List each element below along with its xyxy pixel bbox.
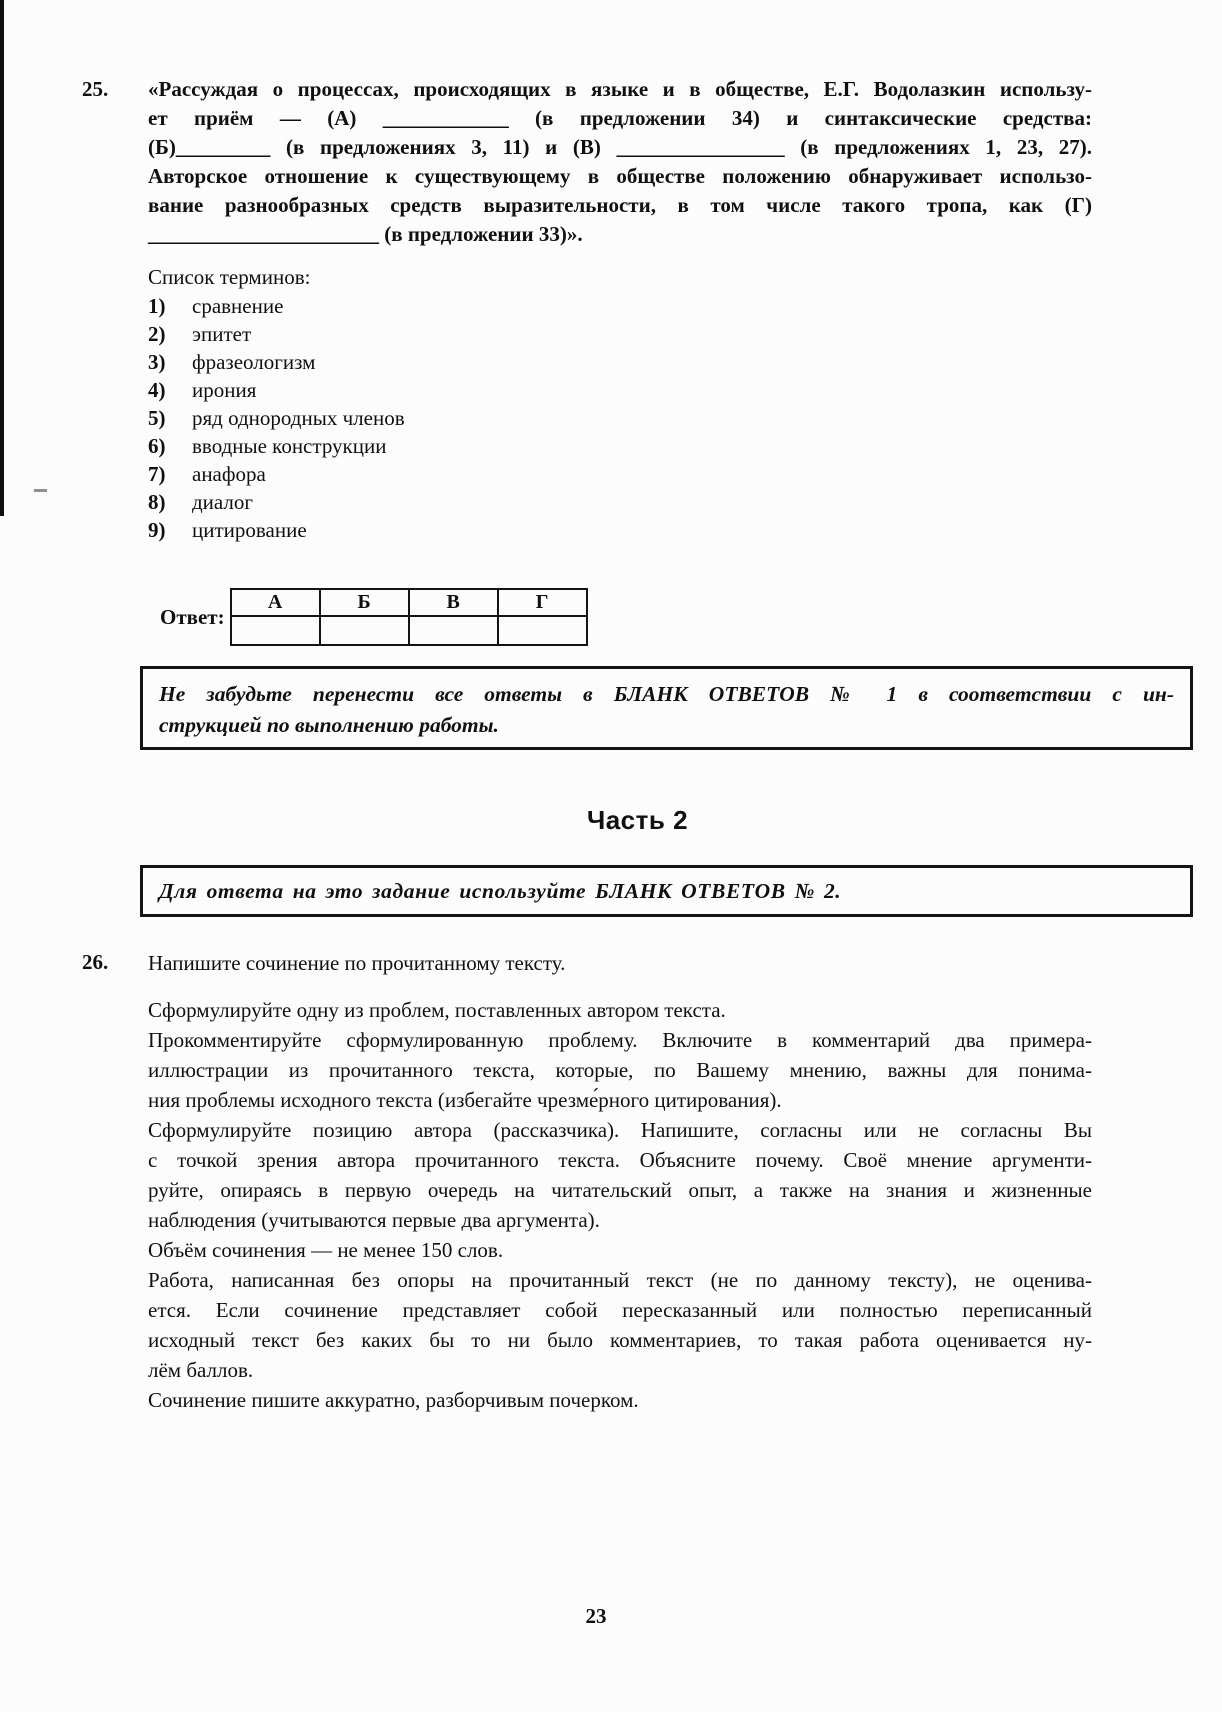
- statement-line: ______________________ (в предложении 33)».: [148, 222, 583, 246]
- term-item: [148, 404, 1092, 432]
- scan-edge-artifact: [0, 0, 4, 516]
- answer-table: [230, 588, 588, 646]
- body-line: лём баллов.: [148, 1358, 254, 1382]
- term-number: 4): [148, 378, 166, 402]
- term-item: [148, 320, 1092, 348]
- term-number: 8): [148, 490, 166, 514]
- part-2-heading: Часть 2: [586, 805, 689, 835]
- answer-section: [160, 588, 1092, 646]
- term-label: эпитет: [192, 322, 252, 346]
- body-line: Сформулируйте одну из проблем, поставленных автором текста.: [148, 998, 726, 1022]
- body-line: Сочинение пишите аккуратно, разборчивым почерком.: [148, 1388, 639, 1412]
- term-number: 2): [148, 322, 166, 346]
- instruction-box-blank1: [140, 666, 1193, 750]
- statement-line: (Б)_________ (в предложениях 3, 11) и (В) ________________ (в предложениях 1, 23, 27).: [148, 135, 1092, 159]
- terms-list-title: Список терминов:: [148, 265, 311, 289]
- answer-label: Ответ:: [160, 604, 225, 629]
- statement-line: ет приём — (А) ____________ (в предложении 34) и синтаксические средства:: [148, 106, 1092, 130]
- term-number: 9): [148, 518, 166, 542]
- terms-list: [148, 292, 1092, 544]
- body-line: исходный текст без каких бы то ни было комментариев, то такая работа оценивается ну-: [148, 1328, 1092, 1352]
- term-number: 3): [148, 350, 166, 374]
- term-number: 6): [148, 434, 166, 458]
- term-label: вводные конструкции: [192, 434, 387, 458]
- body-line: ется. Если сочинение представляет собой пересказанный или полностью переписанный: [148, 1298, 1092, 1322]
- term-number: 7): [148, 462, 166, 486]
- answer-column-header: Б: [320, 589, 409, 616]
- term-item: [148, 460, 1092, 488]
- term-label: диалог: [192, 490, 254, 514]
- instruction-text-line: Не забудьте перенести все ответы в БЛАНК ОТВЕТОВ № 1 в соответствии с ин-: [159, 682, 1174, 706]
- answer-cell: [498, 616, 587, 645]
- instruction-text-line: струкцией по выполнению работы.: [159, 713, 499, 737]
- task-25-number: 25.: [82, 77, 109, 101]
- task-26: [82, 948, 1092, 1415]
- answer-column-header: Г: [498, 589, 587, 616]
- scan-dash-artifact: [34, 489, 47, 492]
- body-line: Сформулируйте позицию автора (рассказчика). Напишите, согласны или не согласны Вы: [148, 1118, 1092, 1142]
- term-number: 5): [148, 406, 166, 430]
- term-number: 1): [148, 294, 166, 318]
- body-line: ния проблемы исходного текста (избегайте чрезме́рного цитирования).: [148, 1088, 782, 1112]
- body-line: иллюстрации из прочитанного текста, которые, по Вашему мнению, важны для понима-: [148, 1058, 1092, 1082]
- term-label: ирония: [192, 378, 257, 402]
- task-26-text: [148, 995, 1092, 1415]
- instruction-text: Для ответа на это задание используйте БЛАНК ОТВЕТОВ № 2.: [159, 878, 842, 903]
- term-item: [148, 516, 1092, 544]
- instruction-box-blank2: [140, 865, 1193, 917]
- term-label: сравнение: [192, 294, 284, 318]
- term-label: ряд однородных членов: [192, 406, 405, 430]
- task-25: [82, 75, 1092, 646]
- term-item: [148, 432, 1092, 460]
- body-line: руйте, опираясь в первую очередь на читательский опыт, а также на знания и жизненные: [148, 1178, 1092, 1202]
- term-item: [148, 488, 1092, 516]
- answer-column-header: А: [231, 589, 320, 616]
- term-label: анафора: [192, 462, 266, 486]
- term-label: фразеологизм: [192, 350, 316, 374]
- term-item: [148, 376, 1092, 404]
- body-line: наблюдения (учитываются первые два аргумента).: [148, 1208, 600, 1232]
- body-line: с точкой зрения автора прочитанного текста. Объясните почему. Своё мнение аргументи-: [148, 1148, 1092, 1172]
- statement-line: Авторское отношение к существующему в обществе положению обнаруживает использо-: [148, 164, 1092, 188]
- statement-line: вание разнообразных средств выразительности, в том числе такого тропа, как (Г): [148, 193, 1092, 217]
- page-number: 23: [585, 1604, 607, 1628]
- answer-cell: [409, 616, 498, 645]
- task-25-statement: [148, 75, 1092, 249]
- answer-column-header: В: [409, 589, 498, 616]
- body-line: Прокомментируйте сформулированную проблему. Включите в комментарий два примера-: [148, 1028, 1092, 1052]
- body-line: Объём сочинения — не менее 150 слов.: [148, 1238, 504, 1262]
- statement-line: «Рассуждая о процессах, происходящих в языке и в обществе, Е.Г. Водолазкин использу-: [148, 77, 1092, 101]
- answer-cell: [231, 616, 320, 645]
- term-item: [148, 292, 1092, 320]
- term-label: цитирование: [192, 518, 307, 542]
- body-line: Работа, написанная без опоры на прочитанный текст (не по данному тексту), не оценива-: [148, 1268, 1092, 1292]
- task-26-intro: Напишите сочинение по прочитанному тексту.: [148, 951, 566, 975]
- answer-cell: [320, 616, 409, 645]
- task-26-number: 26.: [82, 950, 109, 974]
- term-item: [148, 348, 1092, 376]
